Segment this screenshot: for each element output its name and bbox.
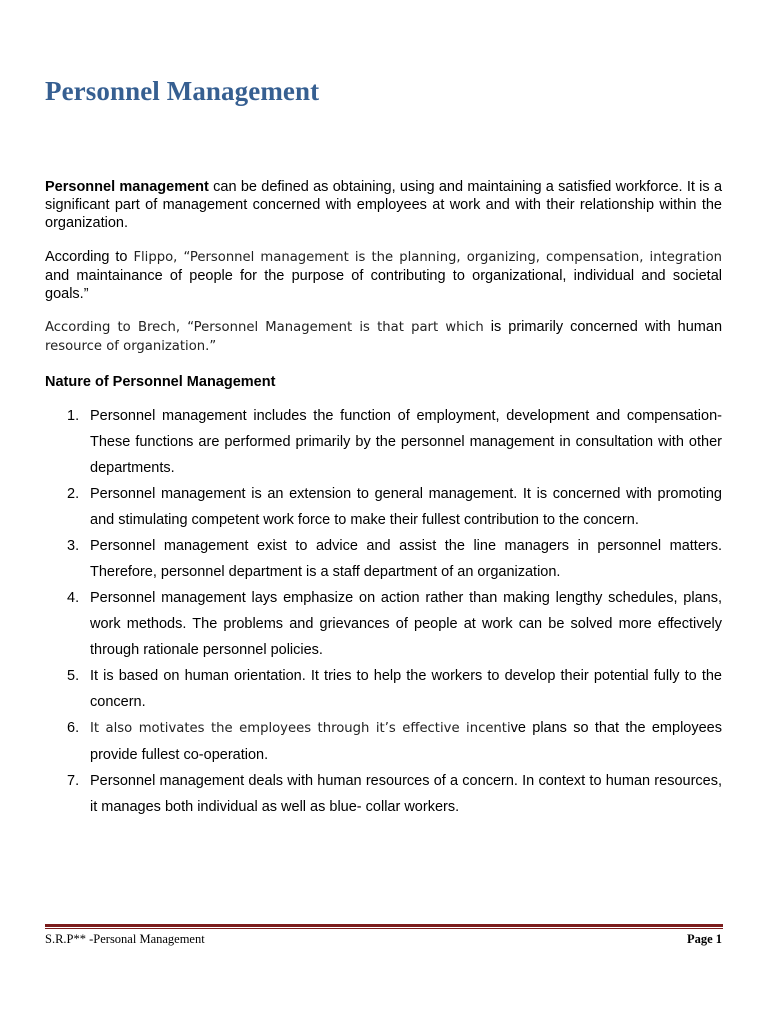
nature-list [45,403,722,820]
list-item [45,585,722,663]
list-item [45,768,722,820]
list-item-text: ve plans so that the employees provide fullest co-operation. [90,720,722,763]
list-item-text: Personnel management includes the function of employment, development and compensation- These functions are performed primarily by the personnel management in consultation with other departments. [90,408,722,476]
list-item-number: 3. [67,538,80,554]
list-item [45,481,722,533]
list-item-number: 6. [67,720,80,736]
list-item-text: Personnel management exist to advice and assist the line managers in personnel matters. Therefore, personnel department is a staff department of an organization. [90,538,722,580]
definition-lead: Personnel management [45,179,209,195]
list-item-text: Personnel management deals with human resources of a concern. In context to human resources, it manages both individual as well as blue- collar workers. [90,773,722,815]
list-item-text: It is based on human orientation. It tries to help the workers to develop their potential fully to the concern. [90,668,722,710]
brech-paragraph [45,318,722,356]
flippo-rest: and maintainance of people for the purpose of contributing to organizational, individual and societal goals.” [45,268,722,302]
list-item [45,715,722,768]
list-item [45,533,722,585]
nature-heading: Nature of Personnel Management [45,374,276,390]
list-item-number: 5. [67,668,80,684]
list-item-text: Personnel management is an extension to general management. It is concerned with promoting and stimulating competent work force to make their fullest contribution to the concern. [90,486,722,528]
footer-rule-thick [45,924,723,927]
flippo-paragraph [45,248,722,303]
brech-quote: According to Brech, “Personnel Management is that part which [45,320,484,335]
definition-paragraph [45,178,722,232]
list-item-text: Personnel management lays emphasize on action rather than making lengthy schedules, plans, work methods. The problems and grievances of people at work can be solved more effectively through rationale personnel policies. [90,590,722,658]
brech-tail: resource of organization.” [45,339,217,354]
list-item-text-quote: It also motivates the employees through it’s effective incenti [90,721,511,736]
definition-text: can be defined as obtaining, using and maintaining a satisfied workforce. It is a significant part of management concerned with employees at work and with their relationship within the organization. [45,179,723,231]
list-item-number: 7. [67,773,80,789]
page-number: Page 1 [686,932,722,946]
footer-rule-thin [45,928,723,929]
page-title: Personnel Management [45,76,320,106]
footer-text: S.R.P** -Personal Management [45,932,205,946]
flippo-prefix: According to [45,249,134,265]
list-item-number: 1. [67,408,80,424]
list-item [45,663,722,715]
flippo-quote: Flippo, “Personnel management is the planning, organizing, compensation, integration [133,250,722,265]
list-item-number: 4. [67,590,80,606]
list-item-number: 2. [67,486,80,502]
brech-middle: is primarily concerned with human [483,319,723,335]
list-item [45,403,722,481]
